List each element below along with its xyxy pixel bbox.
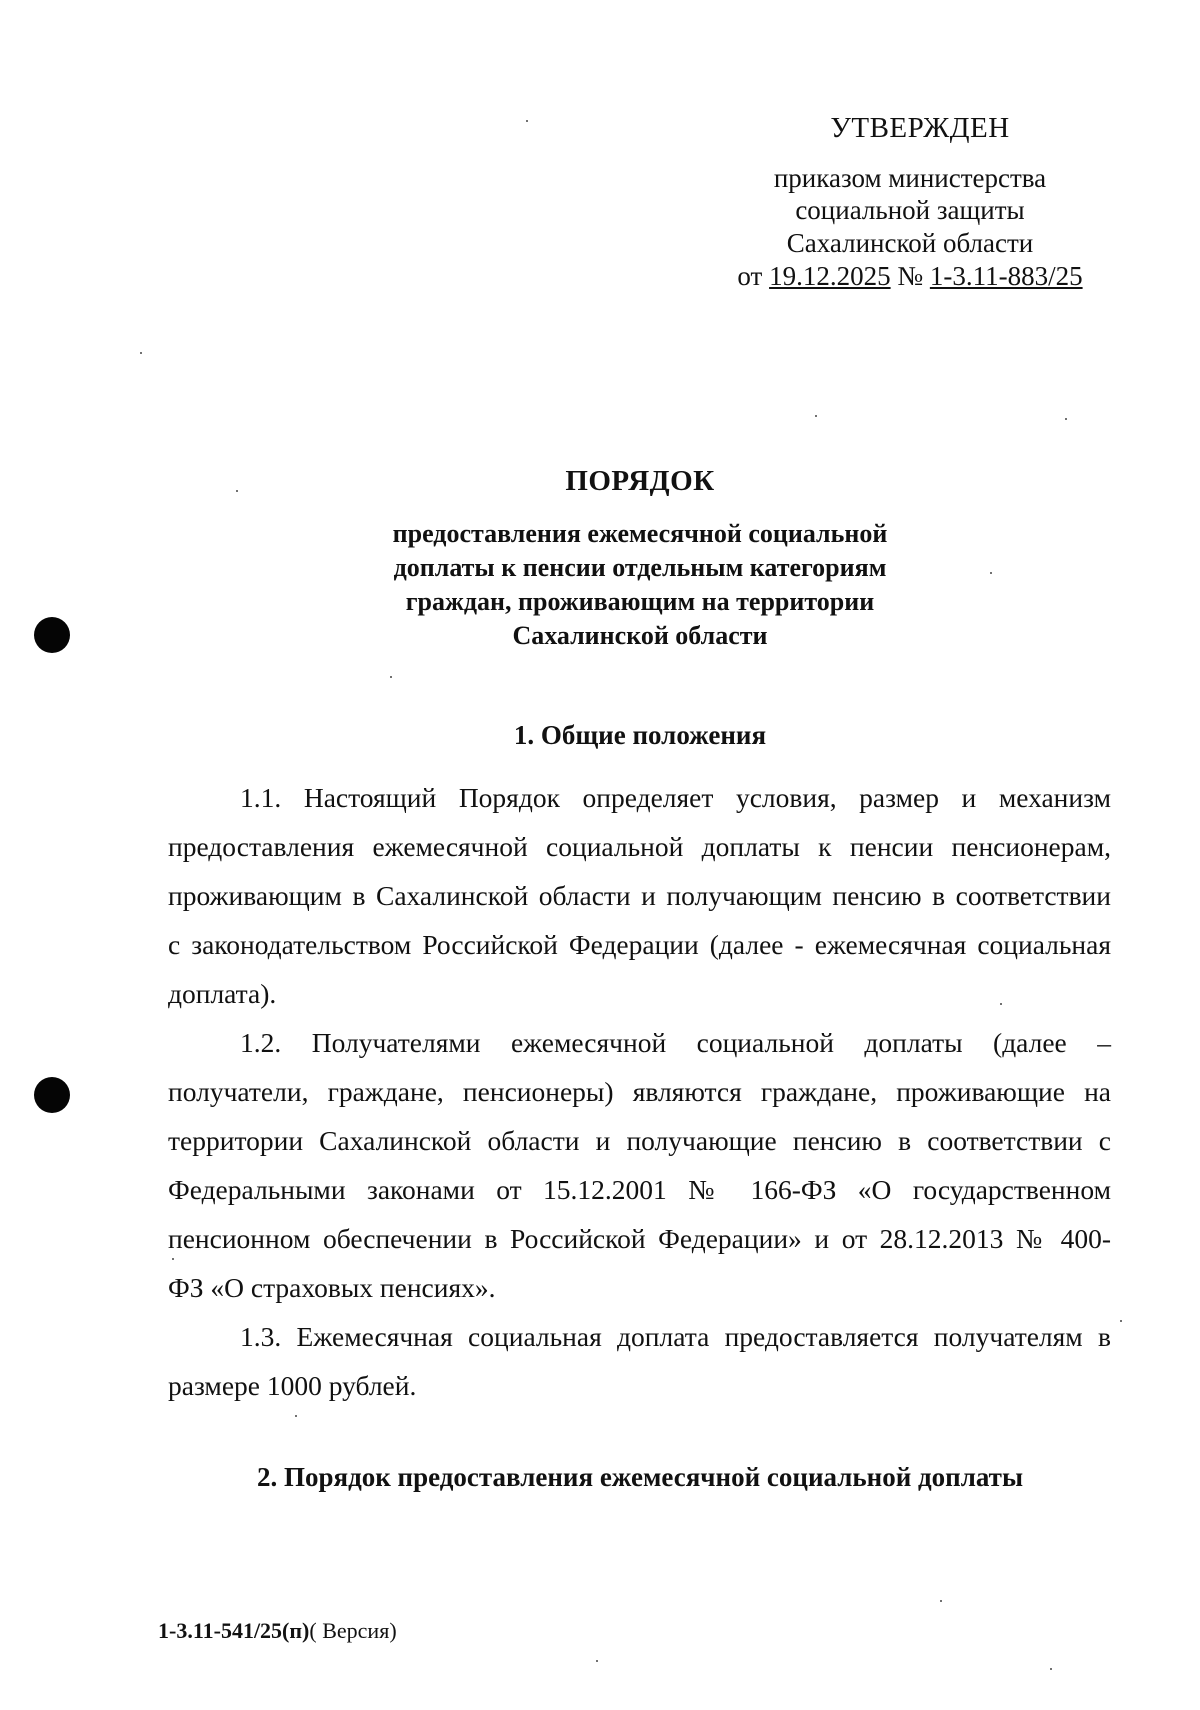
footer-code: 1-3.11-541/25(п) — [158, 1618, 310, 1643]
document-subtitle — [330, 517, 950, 653]
approval-line-3: Сахалинской области — [786, 228, 1034, 258]
scan-speck — [390, 676, 392, 678]
paragraph-line: 1.1. Настоящий Порядок определяет условия, размер и механизм — [240, 782, 1111, 813]
subtitle-line: Сахалинской области — [512, 621, 768, 650]
document-title: ПОРЯДОК — [565, 465, 715, 497]
scan-speck — [295, 1415, 297, 1417]
paragraph-line: ФЗ «О страховых пенсиях». — [168, 1272, 496, 1303]
scan-speck — [140, 352, 142, 354]
scan-speck — [940, 1600, 942, 1602]
subtitle-line: граждан, проживающим на территории — [405, 587, 875, 616]
section-1-heading: 1. Общие положения — [513, 720, 767, 750]
paragraph-line: Федеральными законами от 15.12.2001 № 166-ФЗ «О государственном — [168, 1174, 1111, 1205]
approval-date: 19.12.2025 — [769, 261, 891, 291]
paragraph-line: с законодательством Российской Федерации (далее - ежемесячная социальная — [168, 929, 1111, 960]
approval-line-1: приказом министерства — [773, 163, 1047, 193]
approval-number-prefix: № — [890, 261, 930, 291]
approval-date-line — [700, 260, 1120, 292]
scan-speck — [236, 490, 238, 492]
scan-speck — [172, 1258, 174, 1260]
footer-version: ( Версия) — [309, 1618, 397, 1643]
paragraph-line: 1.3. Ежемесячная социальная доплата предоставляется получателям в — [240, 1321, 1111, 1352]
subtitle-line: предоставления ежемесячной социальной — [392, 519, 888, 548]
paragraph-line: проживающим в Сахалинской области и получающим пенсию в соответствии — [168, 880, 1111, 911]
approval-title: УТВЕРЖДЕН — [830, 112, 1010, 144]
paragraph-line: территории Сахалинской области и получающие пенсию в соответствии с — [168, 1125, 1111, 1156]
scan-speck — [1050, 1668, 1052, 1670]
scan-speck — [596, 1660, 598, 1662]
scan-speck — [990, 572, 992, 574]
punch-hole-bottom — [34, 1077, 70, 1113]
footer-document-code — [158, 1618, 397, 1644]
paragraph-line: получатели, граждане, пенсионеры) являются граждане, проживающие на — [168, 1076, 1111, 1107]
paragraph-line: пенсионном обеспечении в Российской Федерации» и от 28.12.2013 № 400- — [168, 1223, 1111, 1254]
approval-number: 1-3.11-883/25 — [929, 261, 1083, 291]
subtitle-line: доплаты к пенсии отдельным категориям — [393, 553, 887, 582]
scan-speck — [1000, 1003, 1002, 1005]
paragraph-line: размере 1000 рублей. — [168, 1370, 417, 1401]
approval-date-prefix: от — [737, 261, 770, 291]
scan-speck — [815, 415, 817, 417]
paragraph-line: предоставления ежемесячной социальной доплаты к пенсии пенсионерам, — [168, 831, 1111, 862]
approval-line-2: социальной защиты — [795, 195, 1025, 225]
punch-hole-top — [34, 617, 70, 653]
scan-speck — [526, 120, 528, 122]
paragraph-line: доплата). — [168, 978, 277, 1009]
scan-speck — [1065, 418, 1067, 420]
scan-speck — [1120, 1320, 1122, 1322]
paragraph-line: 1.2. Получателями ежемесячной социальной доплаты (далее – — [240, 1027, 1111, 1058]
section-2-heading: 2. Порядок предоставления ежемесячной социальной доплаты — [256, 1462, 1024, 1492]
